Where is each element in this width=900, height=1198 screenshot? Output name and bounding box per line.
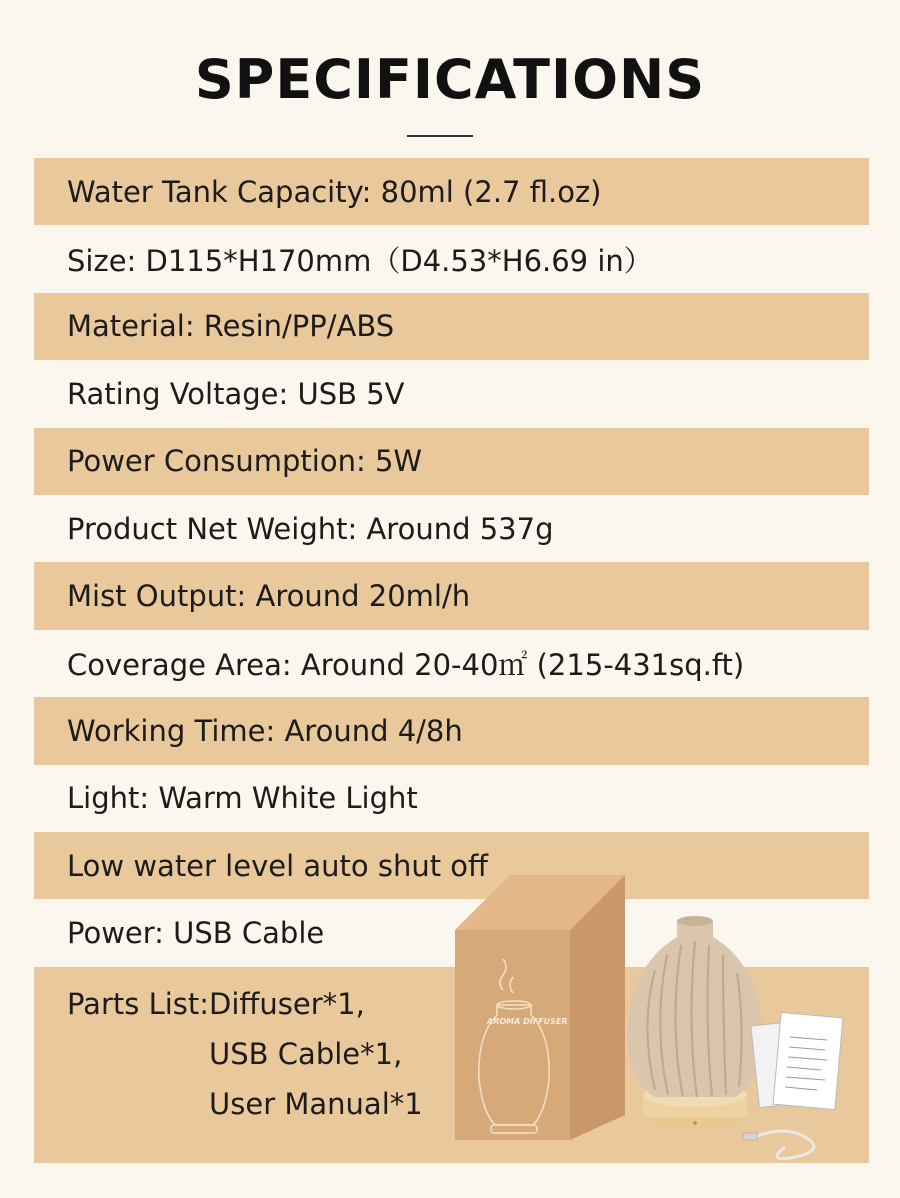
spec-text: Light: Warm White Light — [67, 781, 418, 816]
spec-row — [34, 360, 869, 427]
spec-text: Power Consumption: 5W — [67, 444, 423, 479]
spec-row — [34, 765, 869, 832]
spec-row — [34, 428, 869, 495]
parts-item: USB Cable*1, — [209, 1036, 403, 1071]
page-title: SPECIFICATIONS — [194, 48, 706, 111]
packaging-box — [455, 875, 625, 1140]
spec-text: Low water level auto shut off — [67, 848, 489, 883]
spec-row — [34, 697, 869, 764]
spec-text: Working Time: Around 4/8h — [67, 713, 463, 748]
diffuser — [627, 916, 763, 1129]
parts-item: Diffuser*1, — [209, 986, 365, 1021]
title-divider — [407, 135, 473, 137]
spec-text: Water Tank Capacity: 80ml (2.7 fl.oz) — [67, 174, 602, 209]
spec-text: Material: Resin/PP/ABS — [67, 309, 395, 344]
spec-row — [34, 225, 869, 292]
usb-cable — [743, 1131, 814, 1159]
parts-list-label: Parts List: — [67, 986, 210, 1021]
spec-row — [34, 495, 869, 562]
spec-text: Size: D115*H170mm（D4.53*H6.69 in） — [67, 243, 653, 278]
parts-item: User Manual*1 — [209, 1086, 423, 1121]
spec-row — [34, 562, 869, 629]
spec-text: Coverage Area: Around 20-40㎡ (215-431sq.ft) — [67, 647, 745, 682]
box-label: AROMA DIFFUSER — [487, 1017, 568, 1026]
spec-text: Power: USB Cable — [67, 915, 325, 950]
spec-text: Product Net Weight: Around 537g — [67, 511, 554, 546]
spec-row — [34, 158, 869, 225]
spec-row — [34, 293, 869, 360]
product-photo — [455, 875, 855, 1175]
spec-text: Mist Output: Around 20ml/h — [67, 579, 471, 614]
spec-row — [34, 630, 869, 697]
parts-items — [209, 979, 423, 1129]
spec-text: Rating Voltage: USB 5V — [67, 376, 405, 411]
user-manual — [751, 1012, 843, 1109]
